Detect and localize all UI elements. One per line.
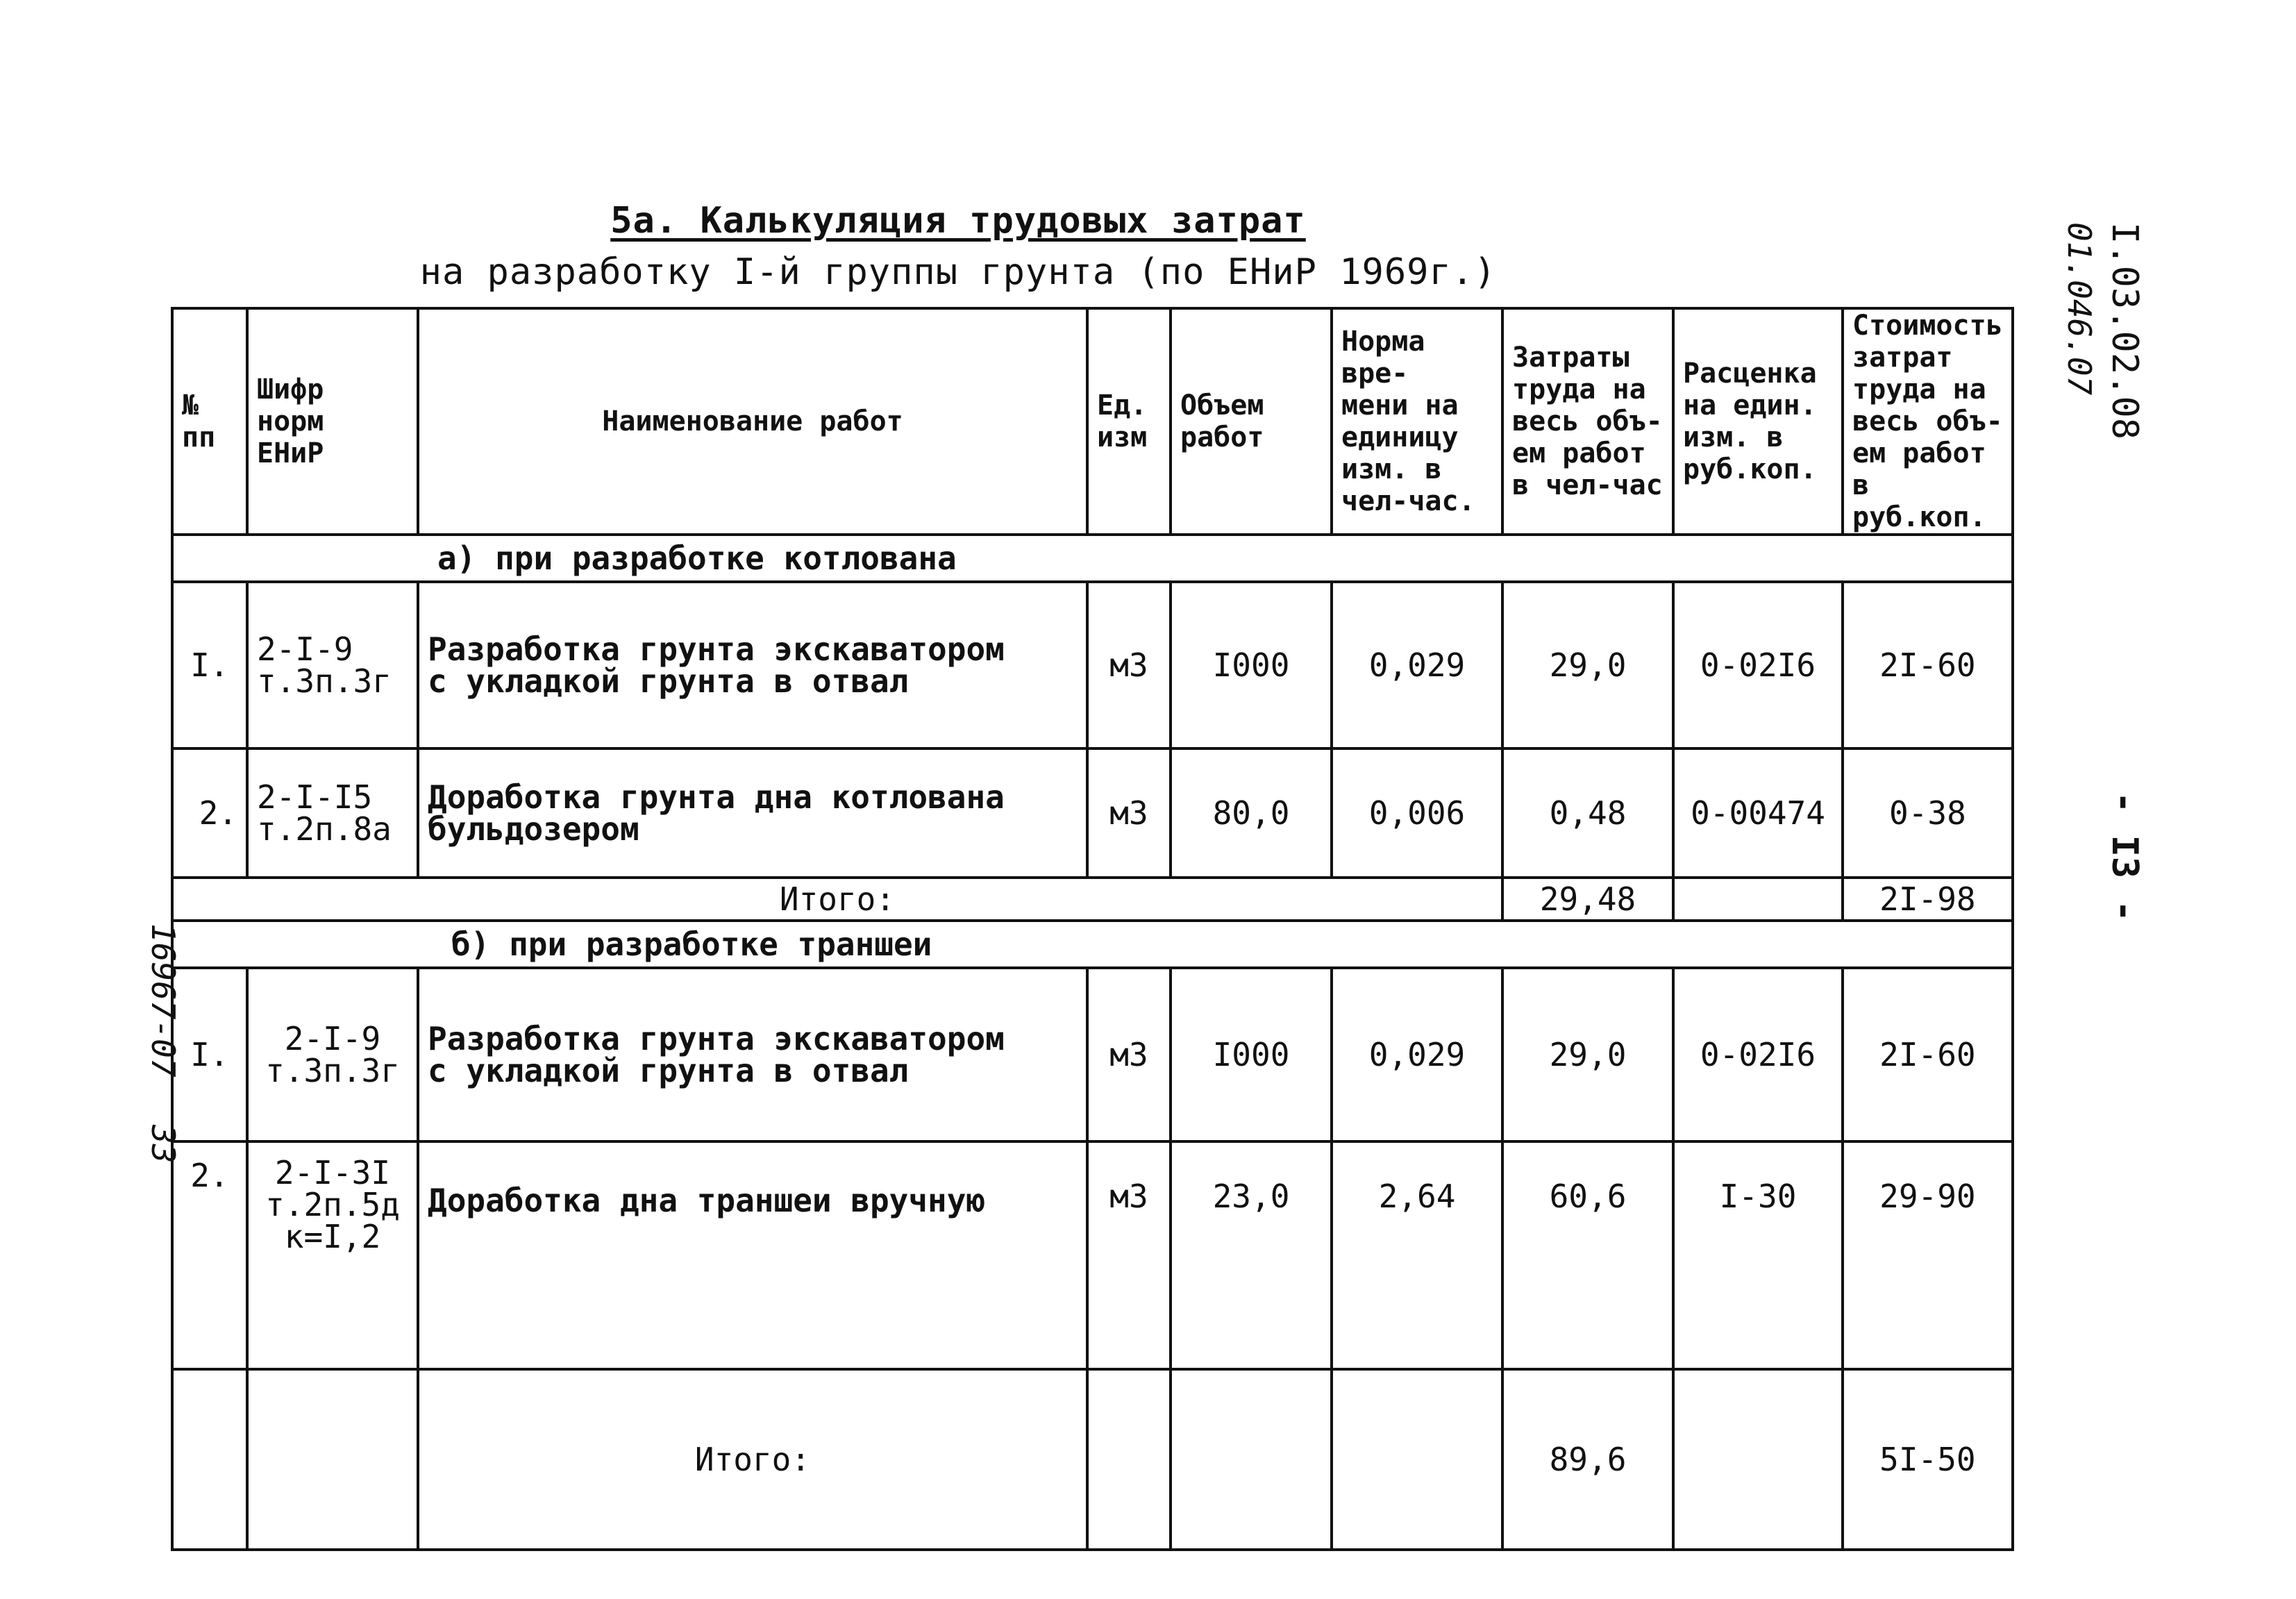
header-name: Наименование работ: [418, 308, 1087, 535]
row-norm: 2,64: [1332, 1141, 1502, 1369]
header-rate: Расценка на един. изм. в руб.коп.: [1673, 308, 1843, 535]
row-num: I.: [172, 968, 247, 1141]
row-code: 2-I-3I т.2п.5д к=I,2: [247, 1141, 418, 1369]
header-volume: Объем работ: [1171, 308, 1332, 535]
header-unit: Ед. изм: [1087, 308, 1171, 535]
header-cost: Стоимость затрат труда на весь объ- ем работ в руб.коп.: [1843, 308, 2013, 535]
row-norm: 0,029: [1332, 582, 1502, 748]
section-a-total-row: [172, 878, 2013, 921]
row-code: 2-I-9 т.3п.3г: [247, 968, 418, 1141]
total-label: Итого:: [172, 878, 1502, 921]
table-row: [172, 1141, 2013, 1369]
row-cost: 2I-60: [1843, 968, 2013, 1141]
total-label: Итого:: [418, 1369, 1087, 1550]
row-unit: м3: [1087, 1141, 1171, 1369]
header-num: № пп: [172, 308, 247, 535]
row-labor: 60,6: [1502, 1141, 1673, 1369]
section-b-heading-row: [172, 921, 2013, 968]
row-volume: 23,0: [1171, 1141, 1332, 1369]
page-number: - I3 -: [2104, 792, 2145, 922]
document-subtitle: на разработку I-й группы грунта (по ЕНиР 1969г.): [419, 251, 1497, 293]
row-num: 2.: [172, 1141, 247, 1369]
row-cost: 29-90: [1843, 1141, 2013, 1369]
table-row: [172, 748, 2013, 878]
total-num-empty: [172, 1369, 247, 1550]
row-code: 2-I-I5 т.2п.8а: [247, 748, 418, 878]
total-labor: 29,48: [1502, 878, 1673, 921]
total-code-empty: [247, 1369, 418, 1550]
section-a-heading-row: [172, 535, 2013, 582]
total-rate-empty: [1673, 1369, 1843, 1550]
total-volume-empty: [1171, 1369, 1332, 1550]
row-volume: I000: [1171, 582, 1332, 748]
row-num: 2.: [172, 748, 247, 878]
row-rate: 0-02I6: [1673, 582, 1843, 748]
row-code: 2-I-9 т.3п.3г: [247, 582, 418, 748]
document-title: 5а. Калькуляция трудовых затрат: [610, 200, 1306, 242]
total-norm-empty: [1332, 1369, 1502, 1550]
total-labor: 89,6: [1502, 1369, 1673, 1550]
row-name: Разработка грунта экскаватором с укладкой грунта в отвал: [418, 968, 1087, 1141]
row-unit: м3: [1087, 582, 1171, 748]
row-name: Доработка грунта дна котлована бульдозером: [418, 748, 1087, 878]
table-row: [172, 968, 2013, 1141]
header-norm: Норма вре- мени на единицу изм. в чел-час.: [1332, 308, 1502, 535]
row-labor: 29,0: [1502, 582, 1673, 748]
total-unit-empty: [1087, 1369, 1171, 1550]
row-cost: 0-38: [1843, 748, 2013, 878]
document-code: I.03.02.08: [2104, 222, 2145, 440]
row-norm: 0,029: [1332, 968, 1502, 1141]
row-norm: 0,006: [1332, 748, 1502, 878]
section-b-total-row: [172, 1369, 2013, 1550]
total-cost: 2I-98: [1843, 878, 2013, 921]
row-volume: 80,0: [1171, 748, 1332, 878]
section-a-title: а) при разработке котлована: [172, 535, 2013, 582]
total-rate-empty: [1673, 878, 1843, 921]
row-rate: 0-00474: [1673, 748, 1843, 878]
row-cost: 2I-60: [1843, 582, 2013, 748]
section-b-title: б) при разработке траншеи: [172, 921, 2013, 968]
row-unit: м3: [1087, 968, 1171, 1141]
table-header-row: [172, 308, 2013, 535]
archive-sheet-number: 33: [144, 1125, 182, 1164]
row-rate: I-30: [1673, 1141, 1843, 1369]
document-code-secondary: 01.046.07: [2061, 222, 2098, 396]
row-unit: м3: [1087, 748, 1171, 878]
table-row: [172, 582, 2013, 748]
row-labor: 0,48: [1502, 748, 1673, 878]
row-name: Разработка грунта экскаватором с укладкой грунта в отвал: [418, 582, 1087, 748]
header-code: Шифр норм ЕНиР: [247, 308, 418, 535]
total-cost: 5I-50: [1843, 1369, 2013, 1550]
row-num: I.: [172, 582, 247, 748]
header-labor: Затраты труда на весь объ- ем работ в чел-час: [1502, 308, 1673, 535]
archive-code: 16967-07: [144, 923, 182, 1078]
row-labor: 29,0: [1502, 968, 1673, 1141]
labor-cost-table: [171, 307, 2014, 1551]
row-rate: 0-02I6: [1673, 968, 1843, 1141]
row-name: Доработка дна траншеи вручную: [418, 1141, 1087, 1369]
row-volume: I000: [1171, 968, 1332, 1141]
